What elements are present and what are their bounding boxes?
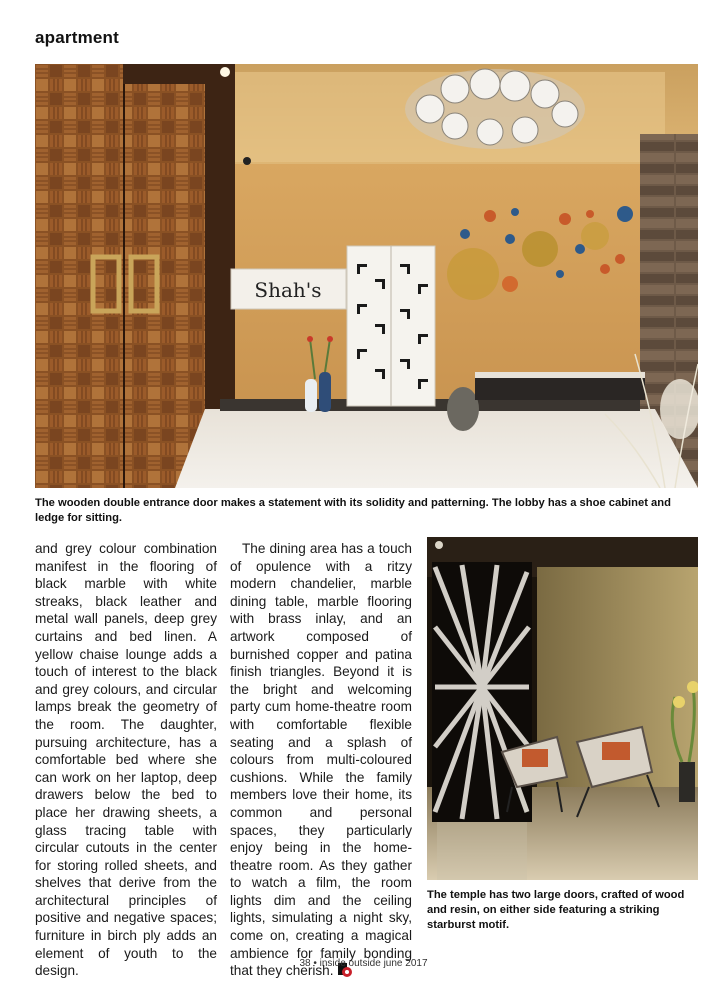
page-footer: 38 • inside outside june 2017 bbox=[299, 958, 428, 969]
temple-photo bbox=[427, 537, 698, 880]
main-photo-caption: The wooden double entrance door makes a statement with its solidity and patterning. The lobby has a shoe cabinet and ledge for sitting. bbox=[35, 497, 671, 524]
section-label: apartment bbox=[35, 28, 119, 47]
temple-photo-caption: The temple has two large doors, crafted of wood and resin, on either side featuring a striking starburst motif. bbox=[427, 889, 685, 931]
column-1-text: and grey colour combination manifest in the flooring of black marble with white streaks, black leather and metal wall panels, deep grey curtains and bed linen. A yellow chaise lounge adds a touch of interest to the black and grey colours, and circular lamps break the geometry of the room. The daughter, pursuing architecture, has a comfortable bed where she can work on her laptop, deep drawers below the bed to place her drawing sheets, a glass tracing table with circular cutouts in the center for storing rolled sheets, and shelves that derive from the architectural principles of positive and negative spaces; furniture in birch ply adds an element of youth to the design. bbox=[35, 541, 217, 979]
column-2-text: The dining area has a touch of opulence with a ritzy modern chandelier, marble dining table, marble flooring with brass inlay, and an artwork composed of burnished copper and patina finish triangles. Beyond it is the bright and welcoming party cum home-theatre room with comfortable flexible seating and a splash of colours from multi-coloured cushions. While the family members love their home, its common and personal spaces, they particularly enjoy being in the home-theatre room. As they gather to watch a film, the room lights dim and the ceiling lights, simulating a night sky, come on, creating a magical ambience for family bonding that they cherish. bbox=[230, 541, 412, 979]
article-column-1 bbox=[35, 540, 217, 980]
shahs-sign: Shah's bbox=[254, 278, 322, 302]
entrance-lobby-photo bbox=[35, 64, 698, 488]
article-column-2 bbox=[230, 540, 412, 980]
